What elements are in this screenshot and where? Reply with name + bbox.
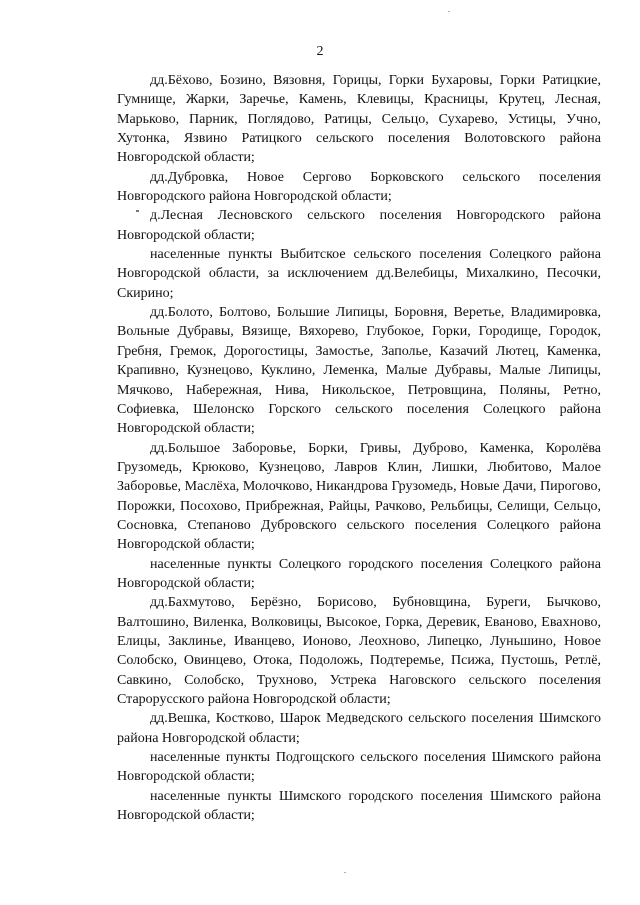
paragraph-lesnovskoe: д.Лесная Лесновского сельского поселения Новгородского района Новгородской области; — [117, 208, 601, 243]
paragraph-podgoshchskoe: населенные пункты Подгощского сельского поселения Шимского района Новгородской области; — [117, 750, 601, 785]
paragraph-gorskoe: дд.Болото, Болтово, Большие Липицы, Боровня, Веретье, Владимировка, Вольные Дубравы, Вязище, Вяхорево, Глубокое, Горки, Городище, Городок, Гребня, Гремок, Дорогостицы, Замостье, Заполье, Казачий Лютец, Каменка, Крапивно, Кузнецово, Куклино, Леменка, Малые Дубравы, Малые Липицы, Мячково, Набережная, Нива, Никольское, Петровщина, Поляны, Ретно, Софиевка, Шелонско Горского сельского поселения Солецкого района Новгородской области; — [117, 305, 601, 437]
scan-speck — [448, 11, 450, 12]
page-number: 2 — [316, 44, 324, 59]
scan-speck — [344, 872, 346, 873]
paragraph-soletskoe-urban: населенные пункты Солецкого городского поселения Солецкого района Новгородской области; — [117, 556, 601, 591]
document-body — [117, 71, 601, 825]
paragraph-nagovskoe: дд.Бахмутово, Берёзно, Борисово, Бубновщина, Буреги, Бычково, Валтошино, Виленка, Волковицы, Высокое, Горка, Деревик, Еваново, Евахново, Елицы, Заклинье, Иванцево, Ионово, Леохново, Липецко, Луньшино, Новое Солобско, Овинцево, Отока, Подоложь, Подтеремье, Псижа, Пустошь, Ретлё, Савкино, Солобско, Трухново, Устрека Наговского сельского поселения Старорусского района Новгородской области; — [117, 595, 601, 707]
paragraph-borkovskoe: дд.Дубровка, Новое Сергово Борковского сельского поселения Новгородского района Новгородской области; — [117, 169, 601, 205]
paragraph-medvedskoe: дд.Вешка, Костково, Шарок Медведского сельского поселения Шимского района Новгородской области; — [117, 711, 601, 746]
paragraph-vybitskoe: населенные пункты Выбитское сельского поселения Солецкого района Новгородской области, за исключением дд.Велебицы, Михалкино, Песочки, Скирино; — [117, 247, 601, 301]
paragraph-shimskoe-urban: населенные пункты Шимского городского поселения Шимского района Новгородской области; — [117, 788, 601, 824]
paragraph-dubrovskoe: дд.Большое Заборовье, Борки, Гривы, Дуброво, Каменка, Королёва Грузомедь, Крюково, Кузнецово, Лавров Клин, Лишки, Любитово, Малое Заборовье, Маслёха, Молочково, Никандрова Грузомедь, Новые Дачи, Пирогово, Порожки, Посохово, Прибрежная, Райцы, Рачково, Рельбицы, Селищи, Сельцо, Сосновка, Степаново Дубровского сельского поселения Солецкого района Новгородской области; — [117, 440, 601, 553]
paragraph-ratitskoe: дд.Бёхово, Бозино, Вязовня, Горицы, Горки Бухаровы, Горки Ратицкие, Гумнище, Жарки, Заречье, Камень, Клевицы, Красницы, Крутец, Лесная, Марьково, Парник, Поглядово, Ратицы, Сельцо, Сухарево, Устицы, Учно, Хутонка, Язвино Ратицкого сельского поселения Волотовского района Новгородской области; — [117, 73, 601, 166]
